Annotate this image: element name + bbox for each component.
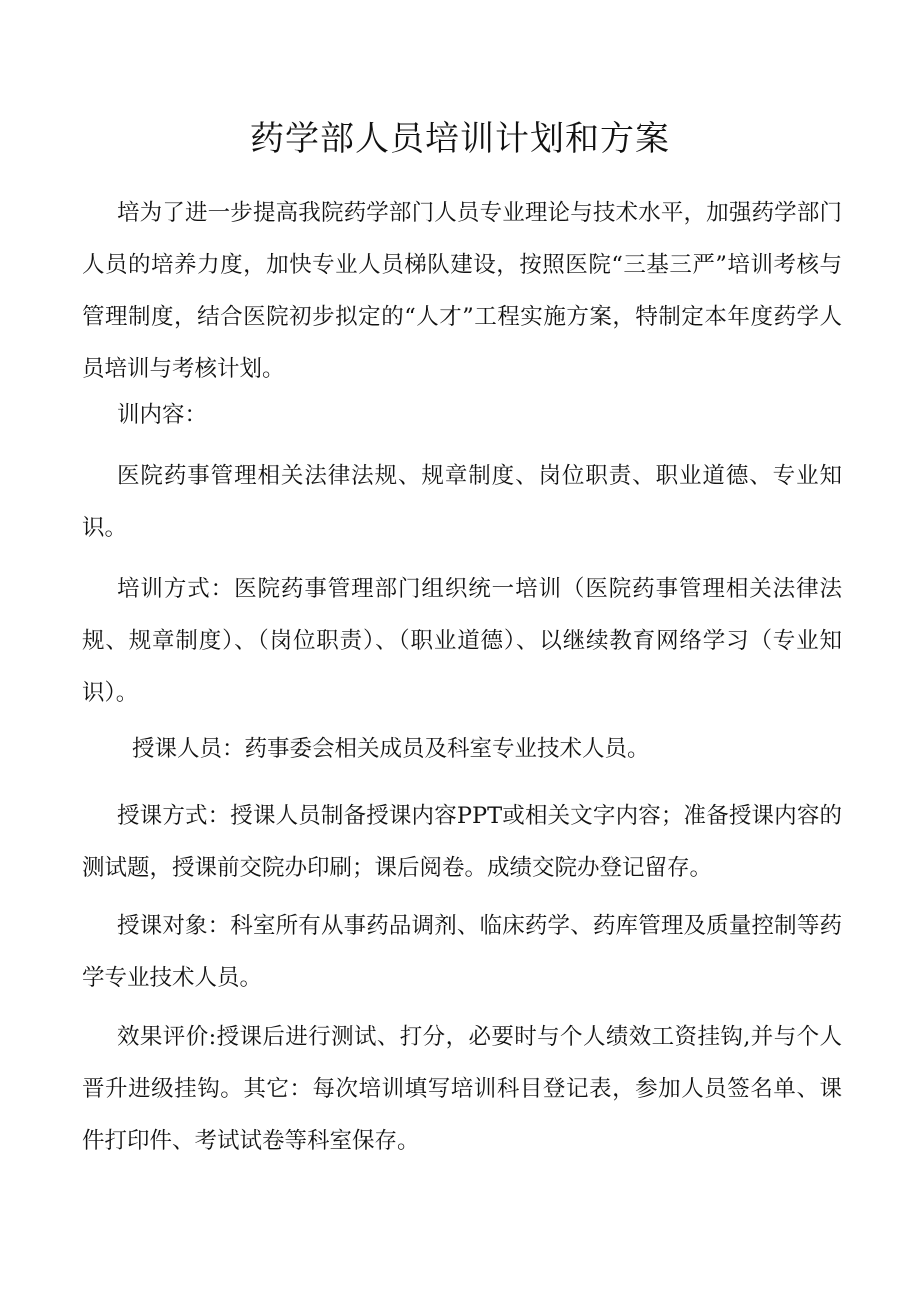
training-method-paragraph: 培训方式：医院药事管理部门组织统一培训（医院药事管理相关法律法规、规章制度）、（岗位职责）、（职业道德）、以继续教育网络学习（专业知识）。: [82, 576, 842, 706]
content-body-paragraph: 医院药事管理相关法律法规、规章制度、岗位职责、职业道德、专业知识。: [82, 463, 842, 541]
intro-paragraph: 培为了进一步提高我院药学部门人员专业理论与技术水平，加强药学部门人员的培养力度，加快专业人员梯队建设，按照医院“三基三严”培训考核与管理制度，结合医院初步拟定的“人才”工程实施方案，特制定本年度药学人员培训与考核计划。: [82, 200, 842, 382]
instructors-paragraph: 授课人员：药事委会相关成员及科室专业技术人员。: [132, 736, 650, 762]
audience-paragraph: 授课对象：科室所有从事药品调剂、临床药学、药库管理及质量控制等药学专业技术人员。: [82, 913, 842, 991]
evaluation-paragraph: 效果评价:授课后进行测试、打分，必要时与个人绩效工资挂钩,并与个人晋升进级挂钩。其它：每次培训填写培训科目登记表，参加人员签名单、课件打印件、考试试卷等科室保存。: [82, 1024, 842, 1154]
document-title: 药学部人员培训计划和方案: [250, 119, 670, 159]
content-heading: 训内容：: [117, 402, 208, 428]
teaching-method-paragraph: 授课方式：授课人员制备授课内容PPT或相关文字内容；准备授课内容的测试题，授课前交院办印刷；课后阅卷。成绩交院办登记留存。: [82, 803, 842, 881]
